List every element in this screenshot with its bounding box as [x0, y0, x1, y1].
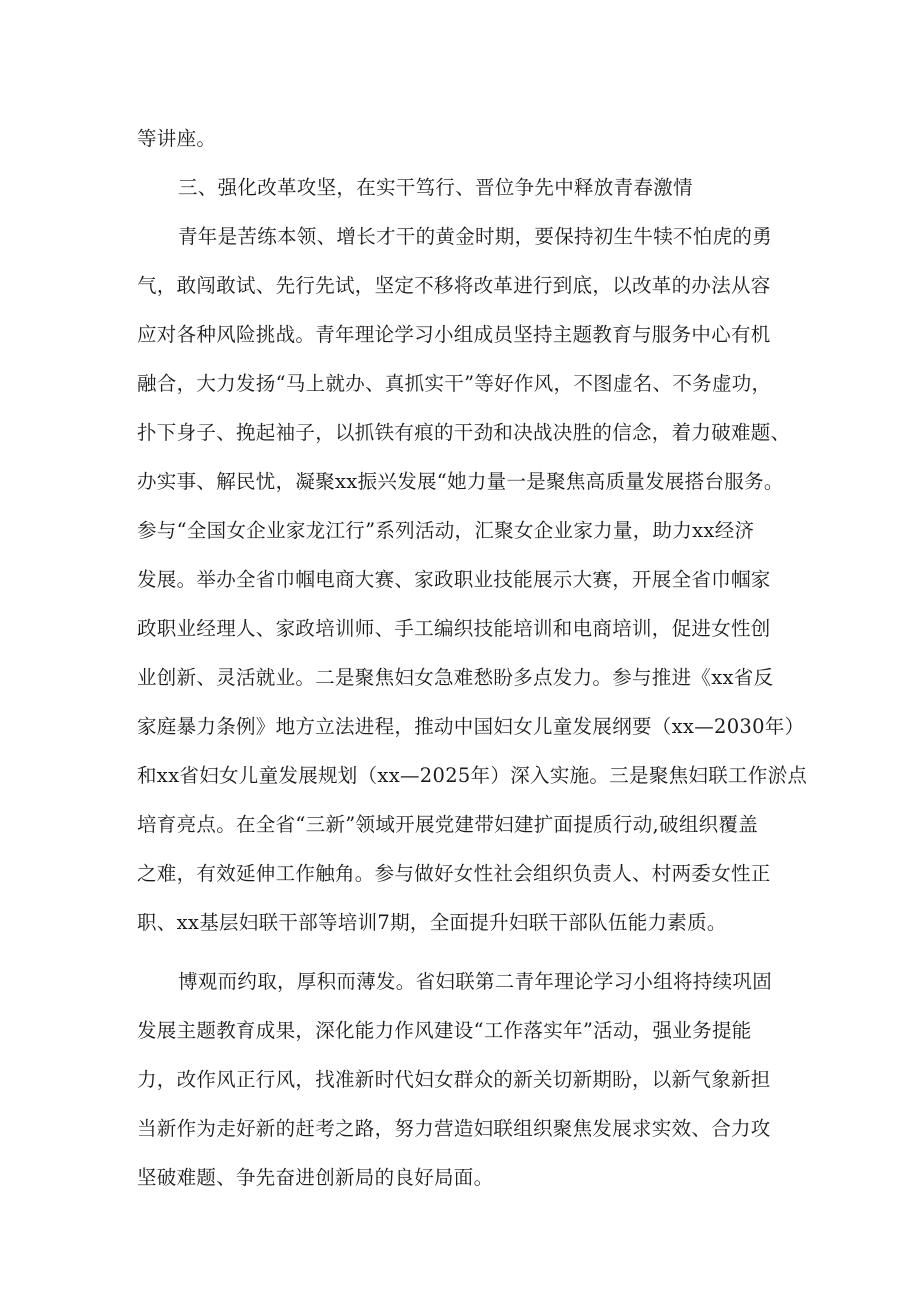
text-line: 职、xx基层妇联干部等培训7期，全面提升妇联干部队伍能力素质。 — [137, 911, 727, 934]
section-heading: 三、强化改革攻坚，在实干笃行、晋位争先中释放青春激情 — [178, 176, 693, 199]
text-line: 等讲座。 — [137, 127, 217, 150]
text-line: 和xx省妇女儿童发展规划（xx—2025年）深入实施。三是聚焦妇联工作淤点 — [137, 764, 808, 787]
text-line: 培育亮点。在全省“三新”领域开展党建带妇建扩面提质行动,破组织覆盖 — [137, 813, 759, 836]
text-line: 气，敢闯敢试、先行先试，坚定不移将改革进行到底，以改革的办法从容 — [137, 274, 771, 297]
text-line: 办实事、解民忧，凝聚xx振兴发展“她力量一是聚焦高质量发展搭台服务。 — [137, 470, 784, 493]
text-line: 业创新、灵活就业。二是聚焦妇女急难愁盼多点发力。参与推进《xx省反 — [137, 666, 774, 689]
text-line: 青年是苦练本领、增长才干的黄金时期，要保持初生牛犊不怕虎的勇 — [178, 225, 773, 248]
text-line: 应对各种风险挑战。青年理论学习小组成员坚持主题教育与服务中心有机 — [137, 323, 771, 346]
text-line: 政职业经理人、家政培训师、手工编织技能培训和电商培训，促进女性创 — [137, 617, 771, 640]
text-line: 融合，大力发扬“马上就办、真抓实干”等好作风，不图虚名、不务虚功， — [137, 372, 772, 395]
text-line: 当新作为走好新的赶考之路，努力营造妇联组织聚焦发展求实效、合力攻 — [137, 1117, 771, 1140]
text-line: 博观而约取，厚积而薄发。省妇联第二青年理论学习小组将持续巩固 — [178, 970, 773, 993]
text-line: 参与“全国女企业家龙江行”系列活动，汇聚女企业家力量，助力xx经济 — [137, 519, 755, 542]
text-line: 力，改作风正行风，找准新时代妇女群众的新关切新期盼，以新气象新担 — [137, 1068, 771, 1091]
text-line: 坚破难题、争先奋进创新局的良好局面。 — [137, 1166, 494, 1189]
text-line: 发展主题教育成果，深化能力作风建设“工作落实年”活动，强业务提能 — [137, 1019, 752, 1042]
text-line: 之难，有效延伸工作触角。参与做好女性社会组织负责人、村两委女性正 — [137, 862, 771, 885]
text-line: 家庭暴力条例》地方立法进程，推动中国妇女儿童发展纲要（xx—2030年） — [137, 715, 805, 738]
text-line: 扑下身子、挽起袖子，以抓铁有痕的干劲和决战决胜的信念，着力破难题、 — [137, 421, 791, 444]
text-line: 发展。举办全省巾帼电商大赛、家政职业技能展示大赛，开展全省巾帼家 — [137, 568, 771, 591]
